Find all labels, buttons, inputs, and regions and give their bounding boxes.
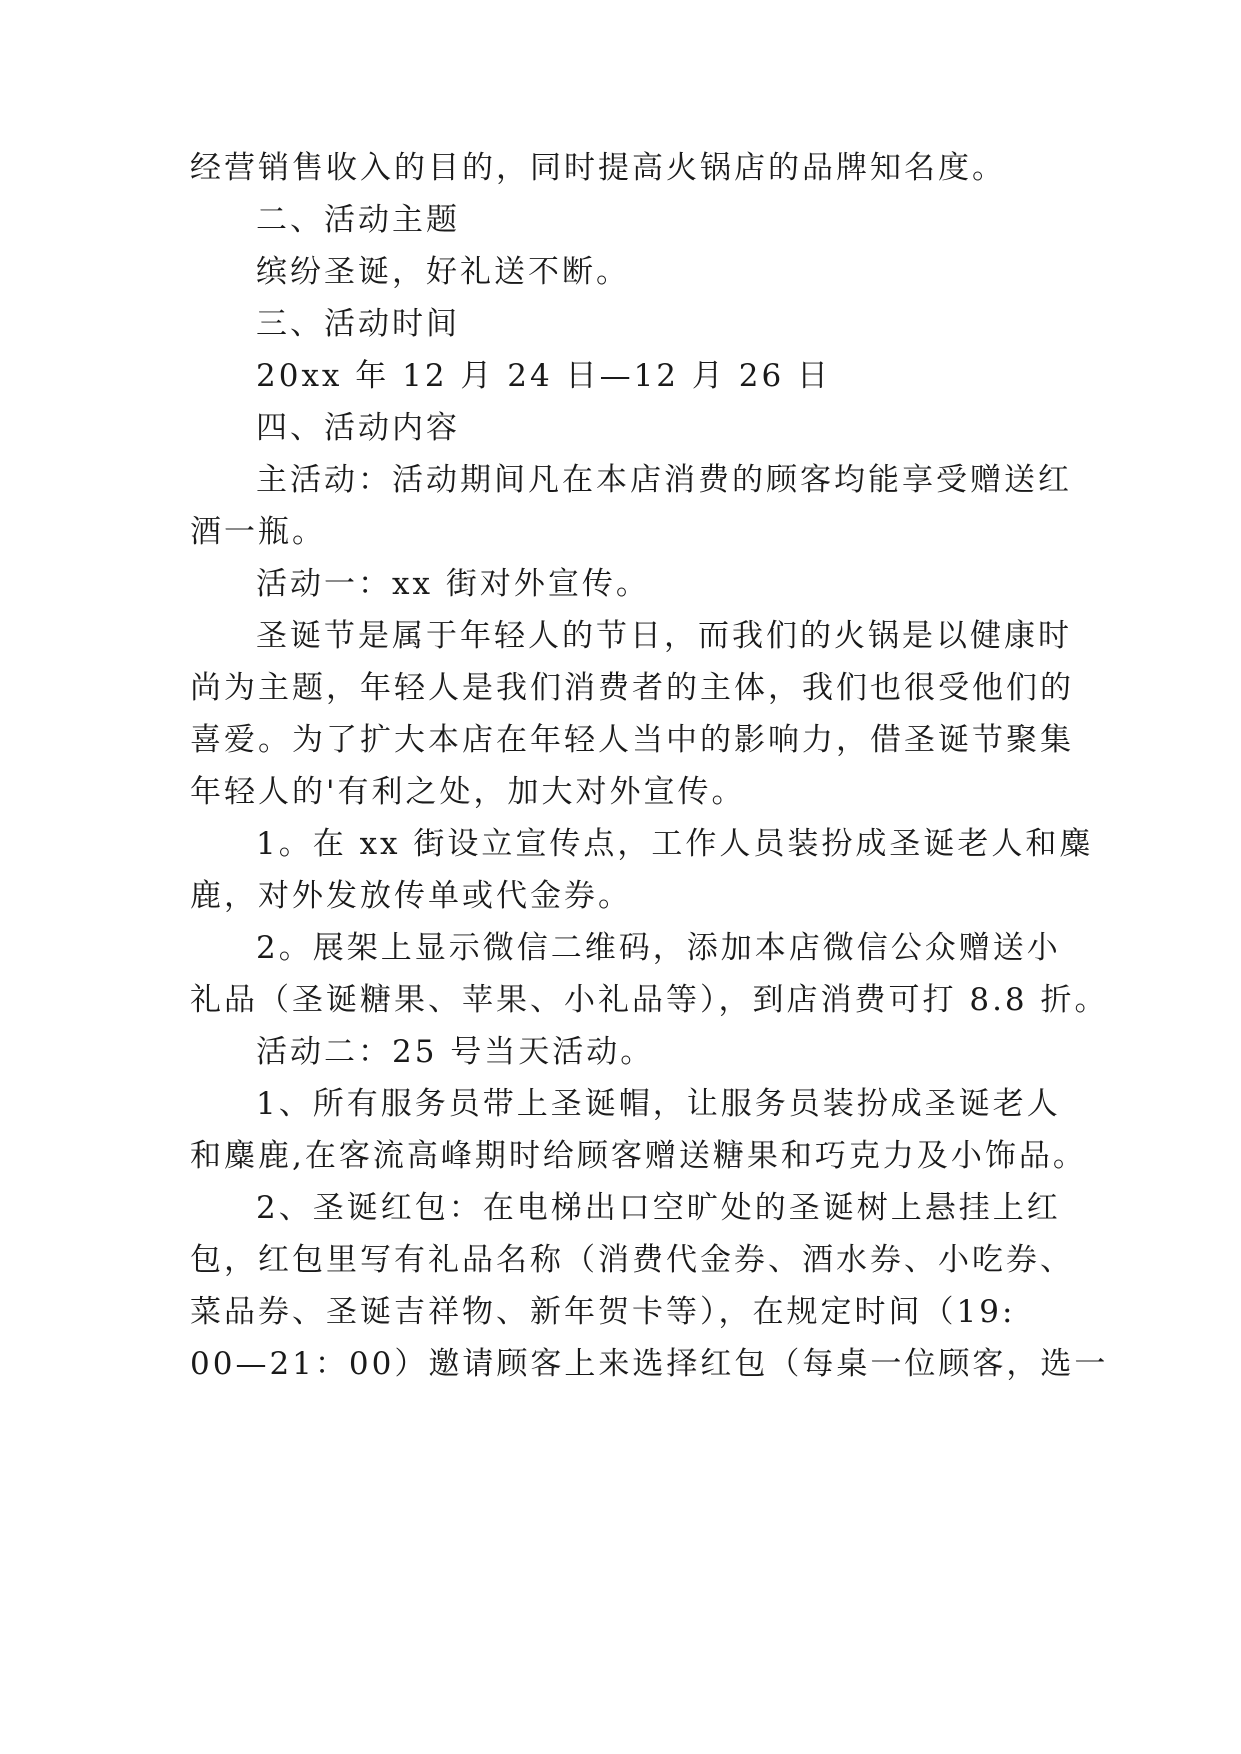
paragraph-line: 圣诞节是属于年轻人的节日，而我们的火锅是以健康时 xyxy=(256,618,1072,654)
paragraph-line: 00—21：00）邀请顾客上来选择红包（每桌一位顾客，选一 xyxy=(190,1346,1109,1382)
paragraph-line: 主活动：活动期间凡在本店消费的顾客均能享受赠送红 xyxy=(256,462,1072,498)
section-heading-theme: 二、活动主题 xyxy=(256,202,460,238)
section-heading-time: 三、活动时间 xyxy=(256,306,460,342)
paragraph-line: 尚为主题，年轻人是我们消费者的主体，我们也很受他们的 xyxy=(190,670,1074,706)
paragraph-line: 鹿，对外发放传单或代金券。 xyxy=(190,878,632,914)
paragraph-line: 1。在 xx 街设立宣传点，工作人员装扮成圣诞老人和麋 xyxy=(256,826,1094,862)
paragraph-line: 包，红包里写有礼品名称（消费代金券、酒水券、小吃券、 xyxy=(190,1242,1074,1278)
paragraph-line: 20xx 年 12 月 24 日—12 月 26 日 xyxy=(256,358,832,394)
paragraph-line: 和麋鹿,在客流高峰期时给顾客赠送糖果和巧克力及小饰品。 xyxy=(190,1138,1087,1174)
paragraph-line: 活动一：xx 街对外宣传。 xyxy=(256,566,650,602)
paragraph-line: 2、圣诞红包：在电梯出口空旷处的圣诞树上悬挂上红 xyxy=(256,1190,1061,1226)
paragraph-line: 经营销售收入的目的，同时提高火锅店的品牌知名度。 xyxy=(190,150,1006,186)
paragraph-line: 年轻人的'有利之处，加大对外宣传。 xyxy=(190,774,746,810)
paragraph-line: 菜品券、圣诞吉祥物、新年贺卡等），在规定时间（19: xyxy=(190,1294,1016,1330)
section-heading-content: 四、活动内容 xyxy=(256,410,460,446)
paragraph-line: 2。展架上显示微信二维码，添加本店微信公众赠送小 xyxy=(256,930,1061,966)
paragraph-line: 酒一瓶。 xyxy=(190,514,326,550)
paragraph-line: 1、所有服务员带上圣诞帽，让服务员装扮成圣诞老人 xyxy=(256,1086,1061,1122)
paragraph-line: 礼品（圣诞糖果、苹果、小礼品等），到店消费可打 8.8 折。 xyxy=(190,982,1109,1018)
paragraph-line: 活动二：25 号当天活动。 xyxy=(256,1034,655,1070)
paragraph-line: 缤纷圣诞，好礼送不断。 xyxy=(256,254,630,290)
paragraph-line: 喜爱。为了扩大本店在年轻人当中的影响力，借圣诞节聚集 xyxy=(190,722,1074,758)
